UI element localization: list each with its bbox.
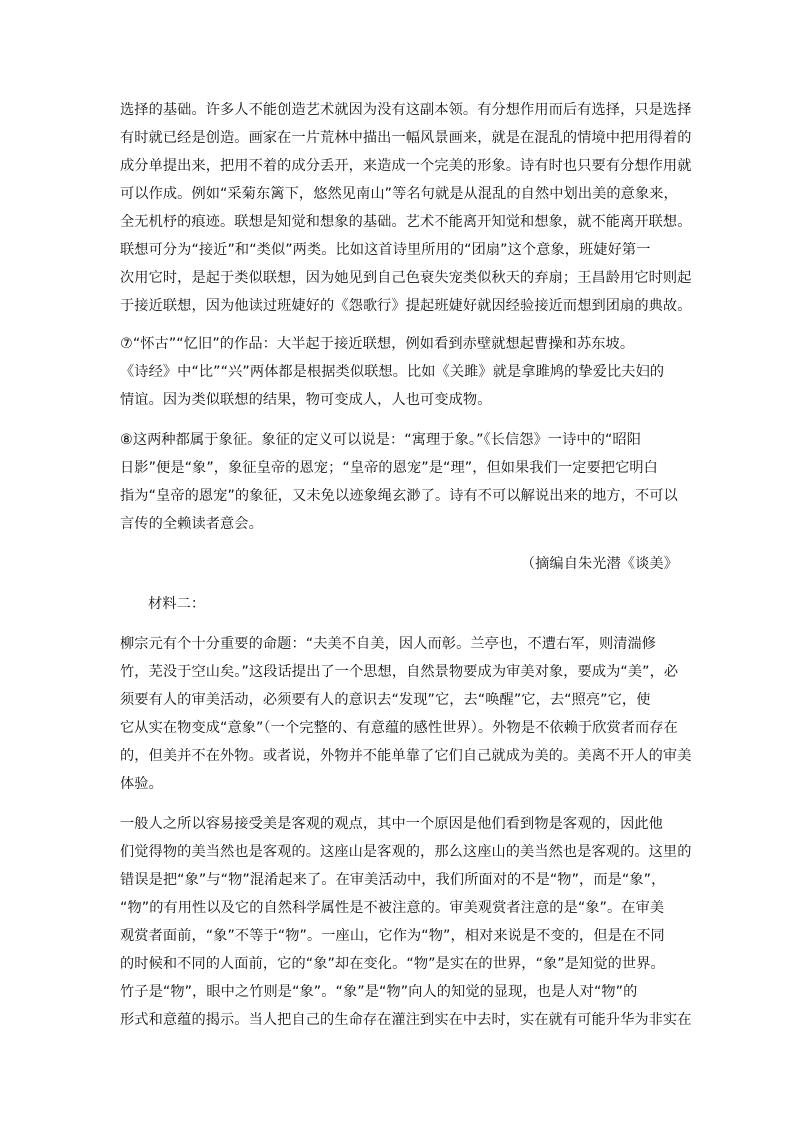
text-line: 的时候和不同的人面前，它的“象”却在变化。“物”是实在的世界，“象”是知觉的世界。 [120, 956, 665, 972]
text-line: 有时就已经是创造。画家在一片荒林中描出一幅风景画来，就是在混乱的情境中把用得着的 [120, 130, 692, 146]
text-line: 《诗经》中“比”“兴”两体都是根据类似联想。比如《关雎》就是拿雎鸠的挚爱比夫妇的 [120, 364, 665, 380]
text-line: 它从实在物变成“意象”（一个完整的、有意蕴的感性世界）。外物是不依赖于欣赏者而存在 [120, 720, 678, 736]
paragraph-7 [120, 330, 680, 414]
text-line: 联想可分为“接近”和“类似”两类。比如这首诗里所用的“团扇”这个意象，班婕好第一 [120, 242, 651, 258]
material-heading [120, 590, 680, 618]
paragraph-8 [120, 426, 680, 538]
text-line: 言传的全赖读者意会。 [120, 516, 263, 532]
text-line: 观赏者面前，“象”不等于“物”。一座山，它作为“物”，相对来说是不变的，但是在不同 [120, 928, 665, 944]
text-line: 成分单提出来，把用不着的成分丢开，来造成一个完美的形象。诗有时也只要有分想作用就 [120, 158, 692, 174]
text-line: 须要有人的审美活动，必须要有人的意识去“发现”它，去“唤醒”它，去“照亮”它，使 [120, 692, 651, 708]
text-line: 选择的基础。许多人不能创造艺术就因为没有这副本领。有分想作用而后有选择，只是选择 [120, 102, 692, 118]
text-line: 体验。 [120, 776, 163, 792]
text-line: 一般人之所以容易接受美是客观的观点，其中一个原因是他们看到物是客观的，因此他 [120, 816, 663, 832]
source-line: （摘编自朱光潜《谈美》 [520, 556, 678, 572]
text-line: “物”的有用性以及它的自然科学属性是不被注意的。审美观赏者注意的是“象”。在审美 [120, 900, 665, 916]
paragraph-continuation [120, 96, 692, 320]
text-line: 错误是把“象”与“物”混淆起来了。在审美活动中，我们所面对的不是“物”，而是“象”， [120, 872, 666, 888]
material-label: 材料二： [148, 596, 206, 612]
text-line: ⑦“怀古”“忆旧”的作品：大半起于接近联想，例如看到赤壁就想起曹操和苏东坡。 [120, 336, 635, 352]
text-line: ⑧这两种都属于象征。象征的定义可以说是：“寓理于象。”《长信怨》一诗中的“昭阳 [120, 432, 642, 448]
text-line: 日影”便是“象”，象征皇帝的恩宠；“皇帝的恩宠”是“理”，但如果我们一定要把它明白 [120, 460, 658, 476]
text-line: 全无机杼的痕迹。联想是知觉和想象的基础。艺术不能离开知觉和想象，就不能离开联想。 [120, 214, 692, 230]
text-line: 竹，芜没于空山矣。”这段话提出了一个思想，自然景物要成为审美对象，要成为“美”，必 [120, 664, 679, 680]
text-line: 柳宗元有个十分重要的命题：“夫美不自美，因人而彰。兰亭也，不遭右军，则清湍修 [120, 636, 657, 652]
text-line: 情谊。因为类似联想的结果，物可变成人，人也可变成物。 [120, 392, 492, 408]
text-line: 于接近联想，因为他读过班婕好的《怨歌行》提起班婕好就因经验接近而想到团扇的典故。 [120, 298, 692, 314]
material2-paragraph-2 [120, 810, 692, 1034]
material2-paragraph-1 [120, 630, 692, 798]
text-line: 可以作成。例如“采菊东篱下，悠然见南山”等名句就是从混乱的自然中划出美的意象来， [120, 186, 678, 202]
text-line: 形式和意蕴的揭示。当人把自己的生命存在灌注到实在中去时，实在就有可能升华为非实在 [120, 1012, 692, 1028]
text-line: 指为“皇帝的恩宠”的象征，又未免以迹象绳玄渺了。诗有不可以解说出来的地方，不可以 [120, 488, 678, 504]
text-line: 们觉得物的美当然也是客观的。这座山是客观的，那么这座山的美当然也是客观的。这里的 [120, 844, 692, 860]
text-line: 的，但美并不在外物。或者说，外物并不能单靠了它们自己就成为美的。美离不开人的审美 [120, 748, 692, 764]
text-line: 竹子是“物”，眼中之竹则是“象”。“象”是“物”向人的知觉的显现，也是人对“物”的 [120, 984, 638, 1000]
text-line: 次用它时，是起于类似联想，因为她见到自己色衰失宠类似秋天的弃扇；王昌龄用它时则起 [120, 270, 692, 286]
document-page [120, 96, 692, 1034]
source-citation [120, 550, 680, 578]
